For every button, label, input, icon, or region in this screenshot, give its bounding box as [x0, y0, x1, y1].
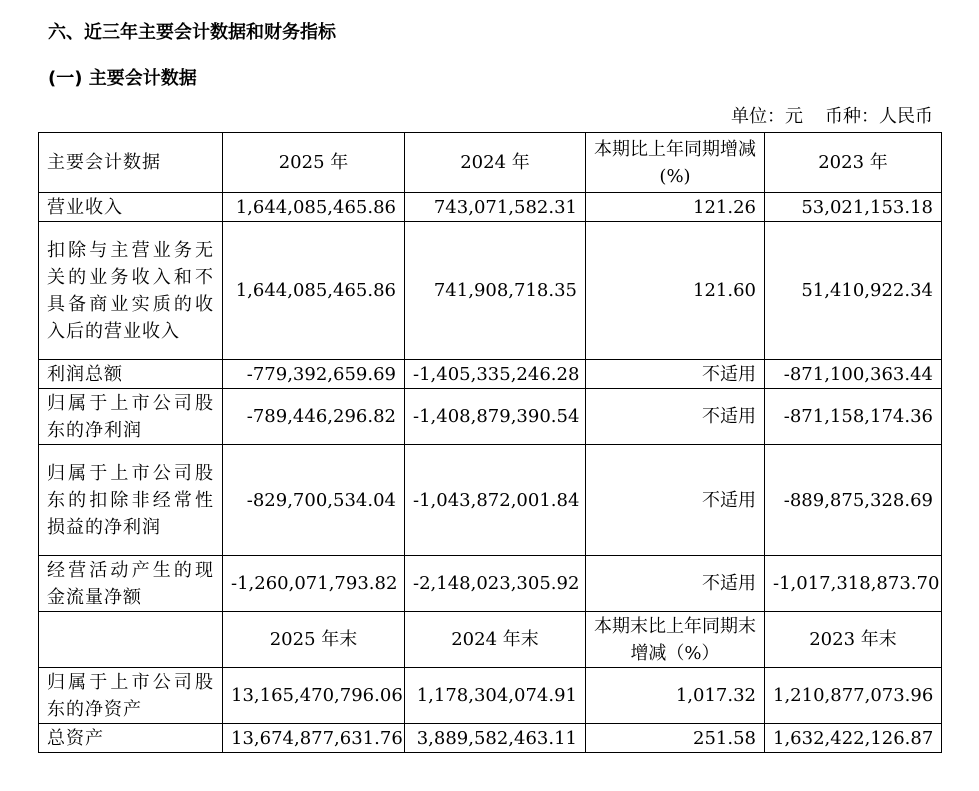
- value-cell: 121.26: [586, 193, 765, 222]
- value-cell: 1,017.32: [586, 668, 765, 724]
- header-cell: 2023 年末: [765, 612, 942, 668]
- value-cell: 13,165,470,796.06: [223, 668, 405, 724]
- table-row: [39, 556, 942, 612]
- currency-label: 币种：人民币: [825, 106, 933, 127]
- unit-label: 单位：元: [731, 106, 803, 127]
- value-cell: 1,632,422,126.87: [765, 724, 942, 753]
- value-cell: -1,408,879,390.54: [405, 389, 586, 445]
- value-cell: 不适用: [586, 360, 765, 389]
- value-cell: -889,875,328.69: [765, 445, 942, 556]
- value-cell: 不适用: [586, 445, 765, 556]
- table-row: [39, 193, 942, 222]
- table-row: [39, 445, 942, 556]
- row-label: 扣除与主营业务无关的业务收入和不具备商业实质的收入后的营业收入: [39, 222, 223, 360]
- table-row: [39, 360, 942, 389]
- subsection-title: (一) 主要会计数据: [48, 68, 197, 89]
- row-label: 利润总额: [39, 360, 223, 389]
- value-cell: 53,021,153.18: [765, 193, 942, 222]
- row-label: 营业收入: [39, 193, 223, 222]
- value-cell: -1,017,318,873.70: [765, 556, 942, 612]
- value-cell: 1,178,304,074.91: [405, 668, 586, 724]
- header-cell: 本期末比上年同期末增减（%）: [586, 612, 765, 668]
- value-cell: -2,148,023,305.92: [405, 556, 586, 612]
- value-cell: -1,260,071,793.82: [223, 556, 405, 612]
- table-row: [39, 668, 942, 724]
- main-accounting-data-table: [38, 132, 942, 753]
- value-cell: -1,405,335,246.28: [405, 360, 586, 389]
- value-cell: -789,446,296.82: [223, 389, 405, 445]
- header-cell: [39, 612, 223, 668]
- header-cell: 本期比上年同期增减(%): [586, 133, 765, 193]
- header-cell: 主要会计数据: [39, 133, 223, 193]
- value-cell: 741,908,718.35: [405, 222, 586, 360]
- table-header-row: [39, 133, 942, 193]
- table-row: [39, 724, 942, 753]
- table-row: [39, 389, 942, 445]
- row-label: 总资产: [39, 724, 223, 753]
- row-label: 经营活动产生的现金流量净额: [39, 556, 223, 612]
- value-cell: -779,392,659.69: [223, 360, 405, 389]
- value-cell: -871,100,363.44: [765, 360, 942, 389]
- value-cell: 不适用: [586, 389, 765, 445]
- value-cell: -871,158,174.36: [765, 389, 942, 445]
- value-cell: 13,674,877,631.76: [223, 724, 405, 753]
- table-row: [39, 222, 942, 360]
- unit-currency-line: [731, 106, 933, 128]
- header-cell: 2023 年: [765, 133, 942, 193]
- value-cell: 743,071,582.31: [405, 193, 586, 222]
- value-cell: 不适用: [586, 556, 765, 612]
- row-label: 归属于上市公司股东的净资产: [39, 668, 223, 724]
- value-cell: 251.58: [586, 724, 765, 753]
- section-title: 六、近三年主要会计数据和财务指标: [48, 22, 336, 43]
- value-cell: -829,700,534.04: [223, 445, 405, 556]
- value-cell: 3,889,582,463.11: [405, 724, 586, 753]
- row-label: 归属于上市公司股东的净利润: [39, 389, 223, 445]
- value-cell: 1,210,877,073.96: [765, 668, 942, 724]
- header-cell: 2025 年: [223, 133, 405, 193]
- row-label: 归属于上市公司股东的扣除非经常性损益的净利润: [39, 445, 223, 556]
- value-cell: 1,644,085,465.86: [223, 193, 405, 222]
- value-cell: -1,043,872,001.84: [405, 445, 586, 556]
- header-cell: 2024 年: [405, 133, 586, 193]
- header-cell: 2024 年末: [405, 612, 586, 668]
- value-cell: 51,410,922.34: [765, 222, 942, 360]
- table-header-row: [39, 612, 942, 668]
- value-cell: 121.60: [586, 222, 765, 360]
- value-cell: 1,644,085,465.86: [223, 222, 405, 360]
- header-cell: 2025 年末: [223, 612, 405, 668]
